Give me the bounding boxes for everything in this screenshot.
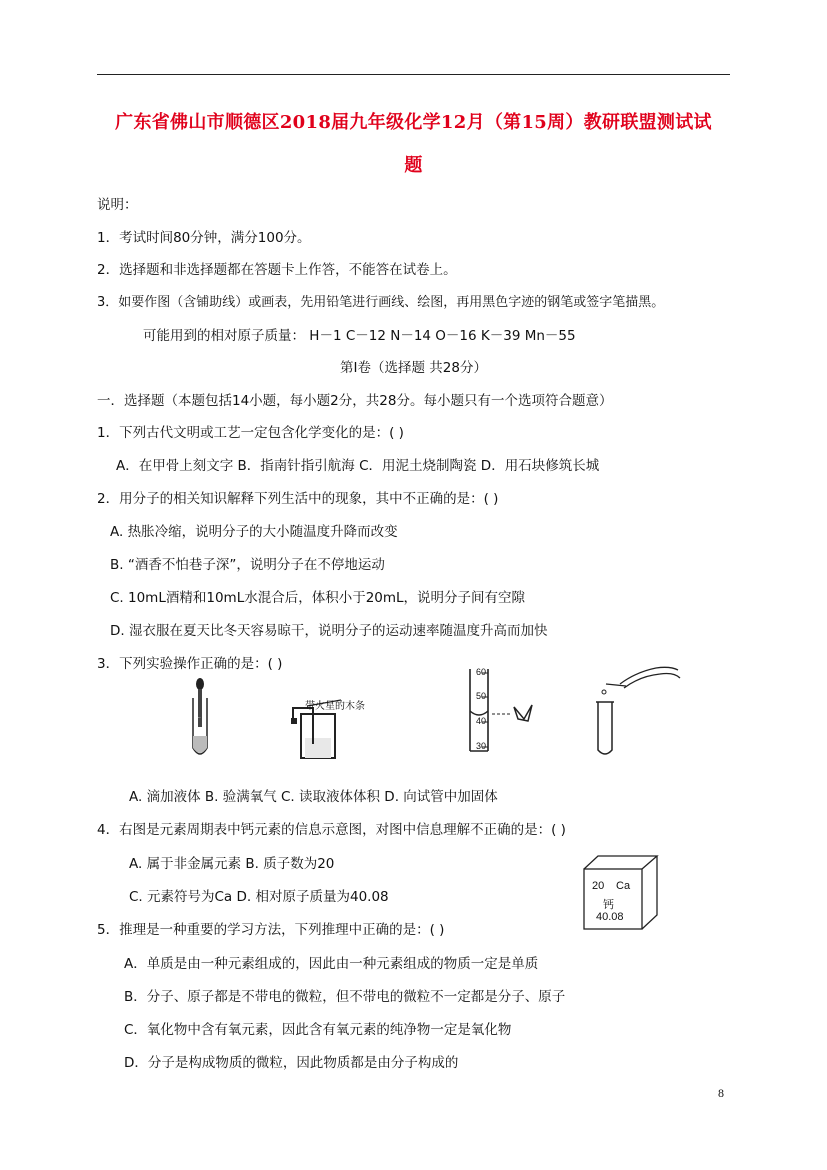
element-symbol: Ca [616,880,631,892]
scale-tick-50: 50 [476,691,487,701]
option: C．氧化物中含有氧元素，因此含有氧元素的纯净物一定是氧化物 [124,1022,512,1038]
question-stem: 2．用分子的相关知识解释下列生活中的现象，其中不正确的是：( ) [97,491,499,507]
question-stem: 3．下列实验操作正确的是：( ) [97,656,283,672]
note-item: 3．如要作图（含铺助线）或画表，先用铅笔进行画线、绘图，再用黑色字迹的钢笔或签字笔描黑。 [97,295,665,310]
question-stem: 5．推理是一种重要的学习方法，下列推理中正确的是：( ) [97,922,445,938]
question-stem: 4．右图是元素周期表中钙元素的信息示意图，对图中信息理解不正确的是：( ) [97,822,566,838]
header-rule [97,74,730,75]
option: A. 热胀冷缩，说明分子的大小随温度升降而改变 [110,524,398,540]
exam-title-continued: 题 [404,155,423,176]
option: C. 10mL酒精和10mL水混合后，体积小于20mL，说明分子间有空隙 [110,590,526,606]
section-title: 第Ⅰ卷（选择题 共28分） [340,360,487,376]
option: D．分子是构成物质的微粒，因此物质都是由分子构成的 [124,1055,459,1071]
element-name: 钙 [603,899,614,911]
question-options-row: C. 元素符号为Ca D. 相对原子质量为40.08 [129,889,389,905]
add-solid-figure [590,662,682,758]
question-stem: 1．下列古代文明或工艺一定包含化学变化的是：( ) [97,425,404,441]
dropper-test-tube-figure [183,676,217,760]
question-options: A. 滴加液体 B. 验满氧气 C. 读取液体体积 D. 向试管中加固体 [129,789,498,805]
note-item: 1．考试时间80分钟，满分100分。 [97,230,311,246]
scale-tick-30: 30 [476,741,487,751]
atomic-masses: 可能用到的相对原子质量： H－1 C－12 N－14 O－16 K－39 Mn－55 [143,328,576,344]
option: B．分子、原子都是不带电的微粒，但不带电的微粒不一定都是分子、原子 [124,989,566,1005]
note-item: 2．选择题和非选择题都在答题卡上作答，不能答在试卷上。 [97,262,457,278]
question-options-row: A. 属于非金属元素 B. 质子数为20 [129,856,335,872]
element-mass: 40.08 [596,911,624,923]
option: D. 湿衣服在夏天比冬天容易晾干，说明分子的运动速率随温度升高而加快 [110,623,548,639]
page-number: 8 [718,1086,724,1100]
element-number: 20 [592,880,605,892]
option: A．单质是由一种元素组成的，因此由一种元素组成的物质一定是单质 [124,956,539,972]
option: B. “酒香不怕巷子深”，说明分子在不停地运动 [110,557,385,573]
question-options: A．在甲骨上刻文字 B．指南针指引航海 C．用泥土烧制陶瓷 D．用石块修筑长城 [116,458,600,474]
notes-heading: 说明： [97,197,138,213]
svg-text:...: ... [196,714,201,720]
exam-title: 广东省佛山市顺德区2018届九年级化学12月（第15周）教研联盟测试试 [115,112,712,133]
scale-tick-40: 40 [476,716,487,726]
scale-tick-60: 60 [476,667,487,677]
figure-label: 带火星的木条 [305,701,365,712]
section-instruction: 一．选择题（本题包括14小题，每小题2分，共28分。每小题只有一个选项符合题意） [97,393,613,409]
